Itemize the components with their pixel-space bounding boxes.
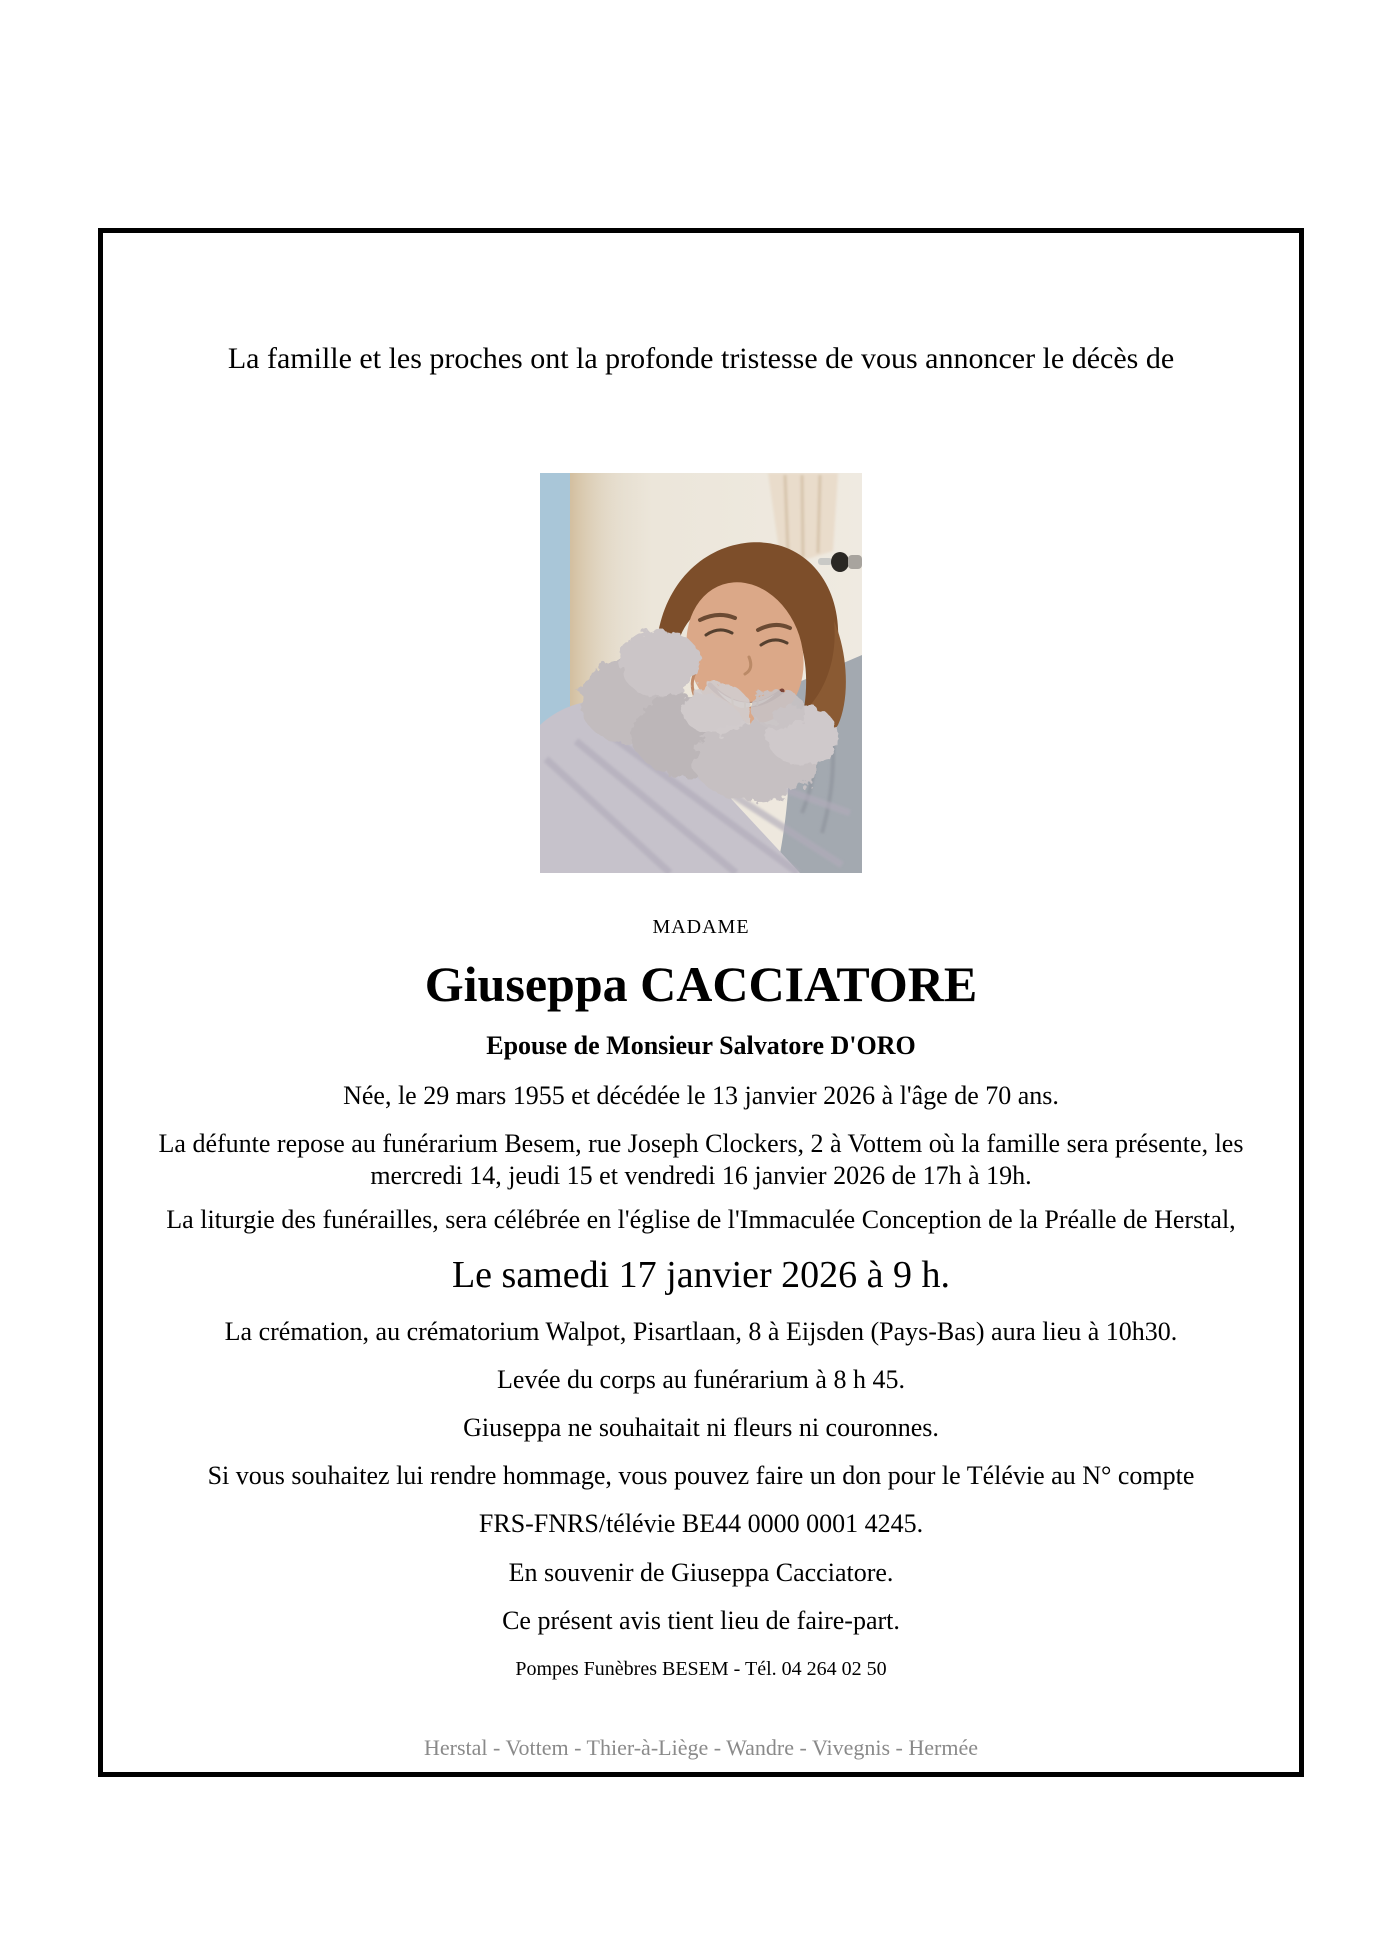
locations-line: Herstal - Vottem - Thier-à-Liège - Wandre - Vivegnis - Hermée bbox=[423, 1735, 979, 1760]
funeral-home-line: Pompes Funèbres BESEM - Tél. 04 264 02 50 bbox=[515, 1658, 887, 1680]
intro-text: La famille et les proches ont la profonde tristesse de vous annoncer le décès de bbox=[227, 342, 1175, 375]
donation-intro-line: Si vous souhaitez lui rendre hommage, vous pouvez faire un don pour le Télévie au N° compte bbox=[207, 1461, 1195, 1490]
memory-line: En souvenir de Giuseppa Cacciatore. bbox=[508, 1558, 894, 1587]
repose-paragraph bbox=[117, 1128, 1285, 1192]
portrait-photo bbox=[540, 473, 862, 873]
birth-death-line: Née, le 29 mars 1955 et décédée le 13 janvier 2026 à l'âge de 70 ans. bbox=[343, 1081, 1059, 1110]
notice-line: Ce présent avis tient lieu de faire-part. bbox=[502, 1606, 900, 1635]
repose-line-1: La défunte repose au funérarium Besem, rue Joseph Clockers, 2 à Vottem où la famille sera présente, les bbox=[158, 1129, 1244, 1158]
spouse-line: Epouse de Monsieur Salvatore D'ORO bbox=[486, 1031, 916, 1060]
liturgy-line: La liturgie des funérailles, sera célébrée en l'église de l'Immaculée Conception de la Préalle de Herstal, bbox=[166, 1205, 1236, 1234]
cremation-line: La crémation, au crématorium Walpot, Pisartlaan, 8 à Eijsden (Pays-Bas) aura lieu à 10h30. bbox=[224, 1317, 1178, 1346]
donation-account-line: FRS-FNRS/télévie BE44 0000 0001 4245. bbox=[478, 1509, 924, 1538]
obituary-card bbox=[98, 228, 1304, 1777]
ceremony-date-line: Le samedi 17 janvier 2026 à 9 h. bbox=[451, 1254, 951, 1296]
flowers-line: Giuseppa ne souhaitait ni fleurs ni couronnes. bbox=[463, 1413, 939, 1442]
deceased-name: Giuseppa CACCIATORE bbox=[424, 956, 978, 1012]
repose-line-2: mercredi 14, jeudi 15 et vendredi 16 janvier 2026 de 17h à 19h. bbox=[370, 1161, 1032, 1190]
honorific-label: MADAME bbox=[652, 916, 750, 938]
levee-line: Levée du corps au funérarium à 8 h 45. bbox=[497, 1365, 905, 1394]
portrait-illustration bbox=[540, 473, 862, 873]
